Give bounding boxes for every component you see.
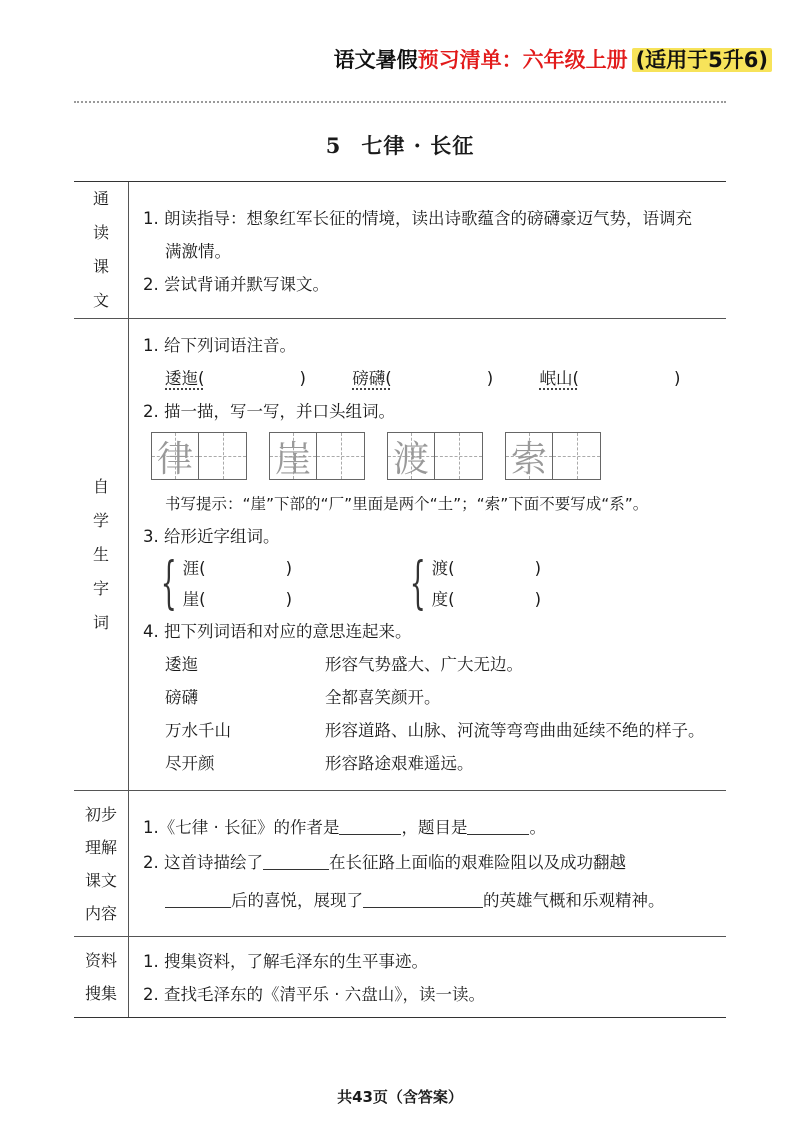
similar-item[interactable]: 渡( ) bbox=[431, 559, 542, 578]
match-term[interactable]: 逶迤 bbox=[165, 655, 198, 674]
words-q1: 1. 给下列词语注音。 bbox=[143, 336, 296, 355]
trace-box[interactable] bbox=[505, 432, 601, 480]
trace-char: 渡 bbox=[392, 438, 429, 480]
answer-blank[interactable] bbox=[263, 851, 329, 870]
section-words-body bbox=[129, 319, 726, 790]
trace-box[interactable] bbox=[269, 432, 365, 480]
header-badge: (适用于5升6) bbox=[632, 48, 772, 72]
match-meaning[interactable]: 形容气势盛大、广大无边。 bbox=[325, 655, 523, 674]
lesson-title bbox=[0, 130, 800, 160]
match-row bbox=[143, 714, 726, 747]
section-understand bbox=[74, 791, 726, 937]
lesson-name: 七律 · 长征 bbox=[361, 133, 475, 158]
match-meaning[interactable]: 全都喜笑颜开。 bbox=[325, 688, 441, 707]
match-term[interactable]: 万水千山 bbox=[165, 721, 231, 740]
header-series: 语文暑假 bbox=[333, 48, 418, 72]
page-header bbox=[334, 44, 772, 74]
answer-blank[interactable] bbox=[339, 816, 401, 835]
match-meaning[interactable]: 形容路途艰难遥远。 bbox=[325, 754, 474, 773]
similar-item[interactable]: 度( ) bbox=[431, 590, 542, 609]
collect-item-1: 1. 搜集资料，了解毛泽东的生平事迹。 bbox=[143, 952, 428, 971]
match-term[interactable]: 尽开颜 bbox=[165, 754, 215, 773]
match-meaning[interactable]: 形容道路、山脉、河流等弯弯曲曲延续不绝的样子。 bbox=[325, 721, 705, 740]
similar-item[interactable]: 崖( ) bbox=[182, 590, 293, 609]
answer-blank[interactable] bbox=[363, 889, 483, 908]
lesson-number: 5 bbox=[325, 133, 342, 158]
trace-char: 索 bbox=[510, 438, 547, 480]
section-read-body bbox=[129, 182, 726, 318]
header-divider bbox=[74, 101, 726, 103]
collect-item-2: 2. 查找毛泽东的《清平乐 · 六盘山》，读一读。 bbox=[143, 985, 485, 1004]
match-row bbox=[143, 681, 726, 714]
read-item-1-cont: 满激情。 bbox=[165, 242, 231, 261]
section-collect-label: 资料 搜集 bbox=[74, 937, 129, 1017]
understand-q2-cont: 后的喜悦，展现了 的英雄气概和乐观精神。 bbox=[143, 882, 726, 920]
section-read-label: 通 读 课 文 bbox=[74, 182, 129, 318]
pinyin-row bbox=[143, 362, 726, 395]
understand-q2: 2. 这首诗描绘了 在长征路上面临的艰难险阻以及成功翻越 bbox=[143, 853, 626, 872]
header-subject: 预习清单：六年级上册 bbox=[417, 48, 628, 72]
trace-char: 律 bbox=[156, 438, 193, 480]
pinyin-item[interactable]: 岷山( ) bbox=[539, 369, 681, 388]
similar-char-groups bbox=[143, 553, 726, 615]
trace-box[interactable] bbox=[387, 432, 483, 480]
pinyin-item[interactable]: 逶迤( ) bbox=[165, 369, 306, 388]
trace-box[interactable] bbox=[151, 432, 247, 480]
match-row bbox=[143, 648, 726, 681]
pinyin-item[interactable]: 磅礴( ) bbox=[352, 369, 494, 388]
section-collect bbox=[74, 937, 726, 1017]
understand-q1: 1.《七律 · 长征》的作者是 ，题目是 。 bbox=[143, 818, 546, 837]
brace-icon: { bbox=[409, 551, 426, 616]
words-q2: 2. 描一描，写一写，并口头组词。 bbox=[143, 402, 395, 421]
similar-item[interactable]: 涯( ) bbox=[182, 559, 293, 578]
section-understand-body bbox=[129, 791, 726, 936]
read-item-2: 2. 尝试背诵并默写课文。 bbox=[143, 275, 329, 294]
section-read bbox=[74, 182, 726, 319]
tracing-grid bbox=[143, 428, 726, 484]
similar-group bbox=[151, 553, 292, 615]
brace-icon: { bbox=[160, 551, 177, 616]
section-words-label: 自 学 生 字 词 bbox=[74, 319, 129, 790]
words-q4: 4. 把下列词语和对应的意思连起来。 bbox=[143, 622, 412, 641]
trace-char: 崖 bbox=[274, 438, 311, 480]
answer-blank[interactable] bbox=[467, 816, 529, 835]
writing-tip: 书写提示：“崖”下部的“厂”里面是两个“土”；“索”下面不要写成“系”。 bbox=[165, 495, 649, 513]
section-understand-label: 初步 理解 课文 内容 bbox=[74, 791, 129, 936]
answer-blank[interactable] bbox=[165, 889, 231, 908]
page-footer: 共43页（含答案） bbox=[337, 1088, 463, 1106]
words-q3: 3. 给形近字组词。 bbox=[143, 527, 280, 546]
similar-group bbox=[400, 553, 541, 615]
section-words bbox=[74, 319, 726, 791]
worksheet-table bbox=[74, 181, 726, 1018]
read-item-1: 1. 朗读指导：想象红军长征的情境，读出诗歌蕴含的磅礴豪迈气势，语调充 bbox=[143, 209, 692, 228]
match-row bbox=[143, 747, 726, 780]
match-term[interactable]: 磅礴 bbox=[165, 688, 198, 707]
section-collect-body bbox=[129, 937, 726, 1017]
